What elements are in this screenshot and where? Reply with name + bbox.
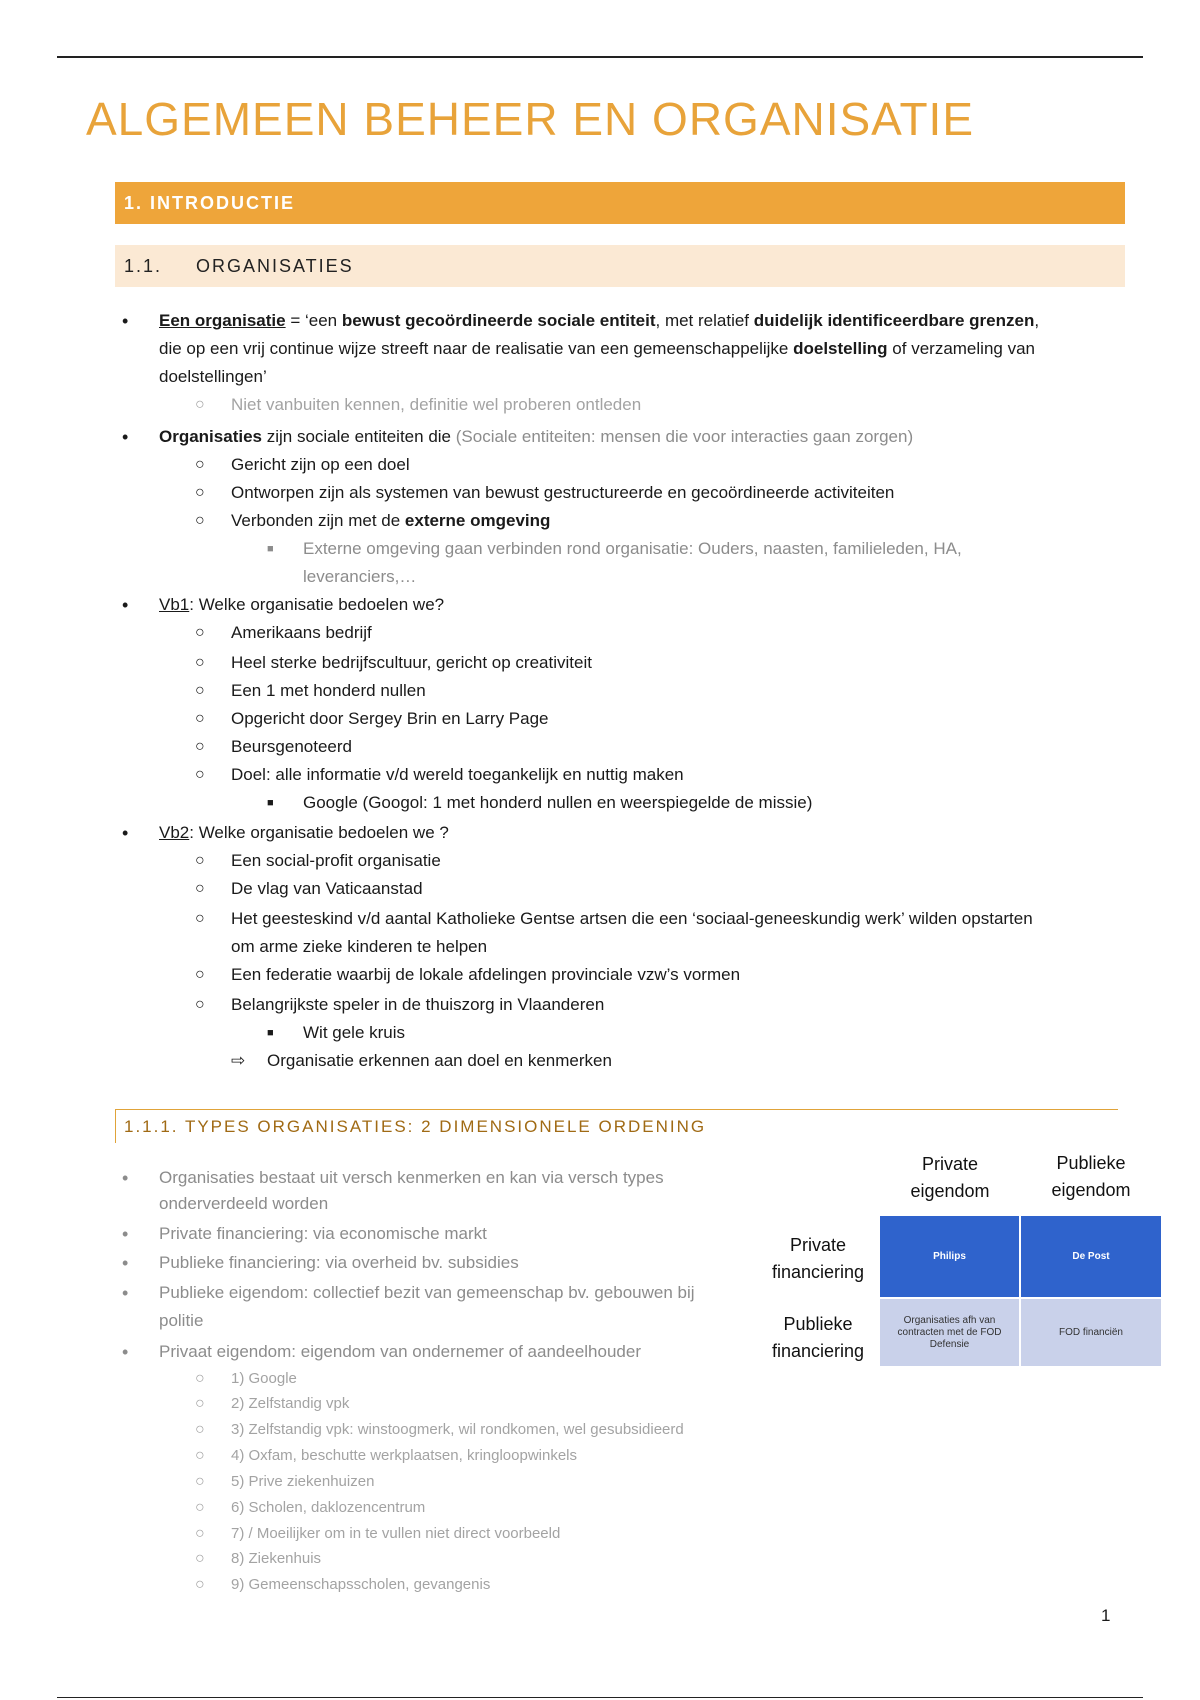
organisaties-note: (Sociale entiteiten: mensen die voor interacties gaan zorgen) <box>455 427 914 446</box>
types-publieke-eigendom-2: politie <box>159 1311 204 1330</box>
circle-bullet-icon: ○ <box>195 966 205 983</box>
definition-line-1 <box>159 310 1039 332</box>
circle-bullet-icon: ○ <box>195 396 205 413</box>
matrix-col-label: eigendom <box>910 1181 990 1201</box>
matrix-row-label: financiering <box>771 1262 865 1282</box>
types-line-2: onderverdeeld worden <box>159 1194 329 1213</box>
list-item-text: Verbonden zijn met de <box>231 511 405 530</box>
list-item: Beursgenoteerd <box>231 737 352 756</box>
list-item: Amerikaans bedrijf <box>231 623 372 642</box>
definition-text: , met relatief <box>655 311 754 330</box>
circle-bullet-icon: ○ <box>195 1395 205 1412</box>
list-item: Een federatie waarbij de lokale afdelingen provinciale vzw’s vormen <box>231 965 741 984</box>
bullet-icon: • <box>122 1224 129 1244</box>
circle-bullet-icon: ○ <box>195 910 205 927</box>
definition-term: Een organisatie <box>159 311 286 330</box>
list-item: De vlag van Vaticaanstad <box>231 879 423 898</box>
circle-bullet-icon: ○ <box>195 484 205 501</box>
matrix-row-label: Private <box>789 1235 847 1255</box>
list-item-line-2: om arme zieke kinderen te helpen <box>231 937 488 956</box>
matrix-cell-fod-financien: FOD financiën <box>1021 1299 1161 1366</box>
document-title: ALGEMEEN BEHEER EN ORGANISATIE <box>86 93 975 145</box>
circle-bullet-icon: ○ <box>195 1550 205 1567</box>
matrix-col-label: Publieke <box>1056 1153 1126 1173</box>
organisaties-text: zijn sociale entiteiten die <box>262 427 456 446</box>
bullet-icon: • <box>122 1283 129 1303</box>
matrix-row-label: Publieke <box>783 1314 853 1334</box>
vb1-answer: Google (Googol: 1 met honderd nullen en weerspiegelde de missie) <box>303 793 813 812</box>
definition-bold: duidelijk identificeerdbare grenzen <box>753 311 1035 330</box>
types-sub-item: 2) Zelfstandig vpk <box>231 1395 350 1412</box>
circle-bullet-icon: ○ <box>195 512 205 529</box>
page-number: 1 <box>1101 1606 1111 1625</box>
list-item-line-1: Het geesteskind v/d aantal Katholieke Gentse artsen die een ‘sociaal-geneeskundig werk’ wilden opstarten <box>231 909 1033 928</box>
list-item: Heel sterke bedrijfscultuur, gericht op creativiteit <box>231 653 592 672</box>
bullet-icon: • <box>122 311 129 331</box>
circle-bullet-icon: ○ <box>195 624 205 641</box>
vb1-question <box>159 594 444 616</box>
square-bullet-icon: ■ <box>267 1027 274 1039</box>
bullet-icon: • <box>122 427 129 447</box>
vb2-label: Vb2 <box>159 823 190 842</box>
matrix-col-label: eigendom <box>1051 1180 1131 1200</box>
definition-text: = ‘een <box>285 311 342 330</box>
types-sub-item: 6) Scholen, daklozencentrum <box>231 1499 426 1516</box>
heading-organisaties <box>115 245 1125 287</box>
vb1-text: : Welke organisatie bedoelen we? <box>189 595 445 614</box>
list-item: Belangrijkste speler in de thuiszorg in Vlaanderen <box>231 995 605 1014</box>
matrix-row-private-financiering <box>761 1232 875 1286</box>
list-item <box>231 510 550 532</box>
circle-bullet-icon: ○ <box>195 1576 205 1593</box>
circle-bullet-icon: ○ <box>195 852 205 869</box>
vb2-question <box>159 822 449 844</box>
sub-item-line-2: leveranciers,… <box>303 567 417 586</box>
definition-line-2 <box>159 338 1035 360</box>
list-item: Doel: alle informatie v/d wereld toegankelijk en nuttig maken <box>231 765 684 784</box>
matrix-cell-de-post: De Post <box>1021 1216 1161 1297</box>
types-line-1: Organisaties bestaat uit versch kenmerken en kan via versch types <box>159 1168 664 1187</box>
vb2-answer: Wit gele kruis <box>303 1023 406 1042</box>
circle-bullet-icon: ○ <box>195 1525 205 1542</box>
types-sub-item: 8) Ziekenhuis <box>231 1550 322 1567</box>
circle-bullet-icon: ○ <box>195 766 205 783</box>
definition-bold: bewust gecoördineerde sociale entiteit <box>341 311 656 330</box>
circle-bullet-icon: ○ <box>195 1473 205 1490</box>
heading-introductie: 1. INTRODUCTIE <box>115 182 1125 224</box>
circle-bullet-icon: ○ <box>195 880 205 897</box>
heading-label: ORGANISATIES <box>196 256 354 276</box>
matrix-row-publieke-financiering <box>761 1311 875 1365</box>
organisaties-line <box>159 426 913 448</box>
circle-bullet-icon: ○ <box>195 456 205 473</box>
definition-text: , <box>1034 311 1040 330</box>
heading-number: 1.1. <box>124 256 163 276</box>
definition-text: of verzameling van <box>887 339 1035 358</box>
square-bullet-icon: ■ <box>267 543 274 555</box>
sub-item-line-1: Externe omgeving gaan verbinden rond organisatie: Ouders, naasten, familieleden, HA, <box>303 539 962 558</box>
definition-text: die op een vrij continue wijze streeft naar de realisatie van een gemeenschappelijke <box>159 339 794 358</box>
square-bullet-icon: ■ <box>267 797 274 809</box>
types-sub-item: 5) Prive ziekenhuizen <box>231 1473 375 1490</box>
types-publieke-financiering: Publieke financiering: via overheid bv. subsidies <box>159 1253 519 1272</box>
circle-bullet-icon: ○ <box>195 1499 205 1516</box>
circle-bullet-icon: ○ <box>195 1447 205 1464</box>
types-publieke-eigendom-1: Publieke eigendom: collectief bezit van gemeenschap bv. gebouwen bij <box>159 1283 695 1302</box>
circle-bullet-icon: ○ <box>195 1421 205 1438</box>
list-item: Ontworpen zijn als systemen van bewust gestructureerde en gecoördineerde activiteiten <box>231 483 895 502</box>
arrow-right-icon: ⇨ <box>231 1051 246 1070</box>
bullet-icon: • <box>122 1253 129 1273</box>
bullet-icon: • <box>122 823 129 843</box>
types-sub-item: 4) Oxfam, beschutte werkplaatsen, kringloopwinkels <box>231 1447 577 1464</box>
circle-bullet-icon: ○ <box>195 710 205 727</box>
circle-bullet-icon: ○ <box>195 654 205 671</box>
circle-bullet-icon: ○ <box>195 996 205 1013</box>
matrix-col-publieke-eigendom <box>1021 1150 1161 1204</box>
list-item-bold: externe omgeving <box>404 511 551 530</box>
list-item: Gericht zijn op een doel <box>231 455 410 474</box>
definition-sub: Niet vanbuiten kennen, definitie wel proberen ontleden <box>231 395 642 414</box>
list-item: Een 1 met honderd nullen <box>231 681 426 700</box>
matrix-cell-defensie: Organisaties afh van contracten met de FOD Defensie <box>880 1299 1019 1366</box>
circle-bullet-icon: ○ <box>195 738 205 755</box>
list-item: Een social-profit organisatie <box>231 851 441 870</box>
types-sub-item: 1) Google <box>231 1370 297 1387</box>
matrix-cell-philips: Philips <box>880 1216 1019 1297</box>
conclusion: Organisatie erkennen aan doel en kenmerken <box>267 1051 612 1070</box>
matrix-row-label: financiering <box>771 1341 865 1361</box>
matrix-col-private-eigendom <box>880 1151 1020 1205</box>
circle-bullet-icon: ○ <box>195 1370 205 1387</box>
top-rule <box>57 56 1143 58</box>
vb1-label: Vb1 <box>159 595 190 614</box>
circle-bullet-icon: ○ <box>195 682 205 699</box>
types-private-financiering: Private financiering: via economische markt <box>159 1224 487 1243</box>
types-privaat-eigendom: Privaat eigendom: eigendom van ondernemer of aandeelhouder <box>159 1342 641 1361</box>
definition-bold: doelstelling <box>793 339 888 358</box>
bottom-rule <box>57 1697 1143 1698</box>
types-sub-item: 9) Gemeenschapsscholen, gevangenis <box>231 1576 491 1593</box>
vb2-text: : Welke organisatie bedoelen we ? <box>189 823 449 842</box>
definition-line-3: doelstellingen’ <box>159 367 267 386</box>
bullet-icon: • <box>122 1342 129 1362</box>
bullet-icon: • <box>122 595 129 615</box>
types-sub-item: 7) / Moeilijker om in te vullen niet direct voorbeeld <box>231 1525 561 1542</box>
list-item: Opgericht door Sergey Brin en Larry Page <box>231 709 549 728</box>
matrix-col-label: Private <box>921 1154 979 1174</box>
organisaties-bold: Organisaties <box>159 427 262 446</box>
types-sub-item: 3) Zelfstandig vpk: winstoogmerk, wil rondkomen, wel gesubsidieerd <box>231 1421 684 1438</box>
heading-types-organisaties: 1.1.1. TYPES ORGANISATIES: 2 DIMENSIONELE ORDENING <box>115 1109 1118 1143</box>
bullet-icon: • <box>122 1168 129 1188</box>
